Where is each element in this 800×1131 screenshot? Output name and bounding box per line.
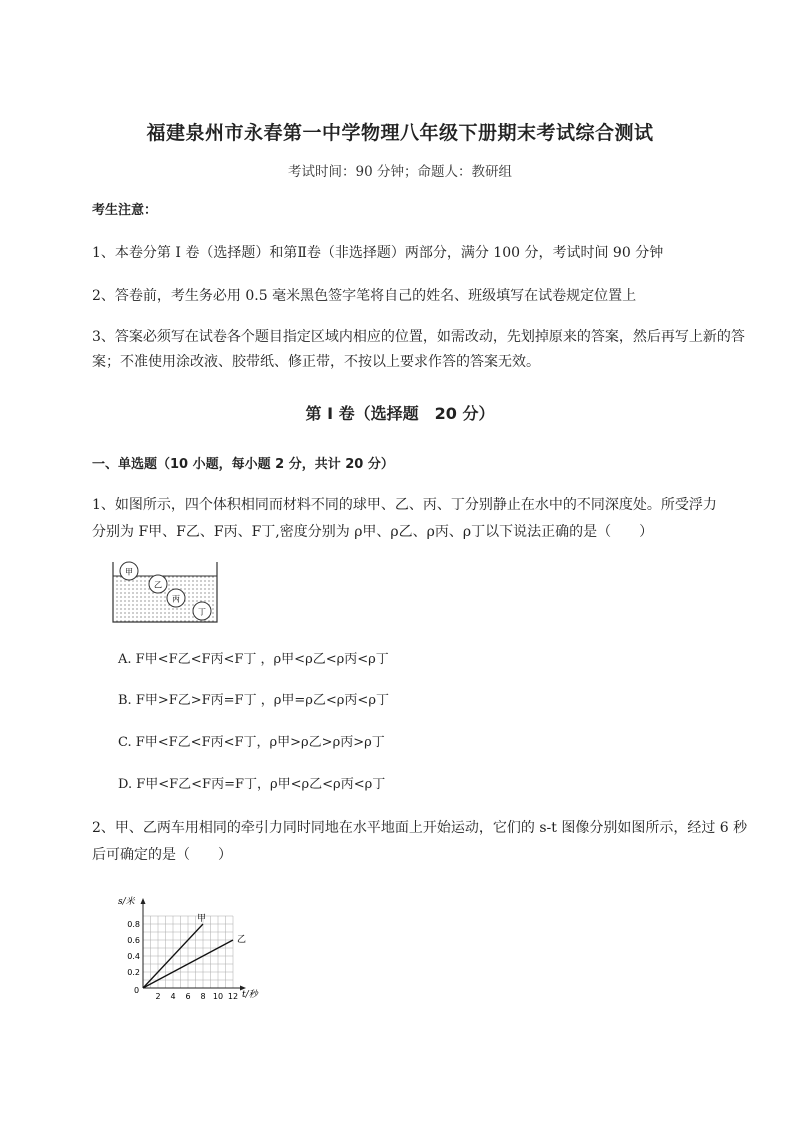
question-2-text: 2、甲、乙两车用相同的牵引力同时同地在水平地面上开始运动，它们的 s-t 图像分别如图所示，经过 6 秒后可确定的是（ ） bbox=[92, 820, 748, 863]
x-tick-label: 2 bbox=[155, 992, 161, 1001]
x-tick-label: 12 bbox=[227, 992, 239, 1001]
page-title: 福建泉州市永春第一中学物理八年级下册期末考试综合测试 bbox=[146, 122, 654, 144]
part-title: 一、单选题（10 小题，每小题 2 分，共计 20 分） bbox=[92, 457, 394, 472]
exam-info: 考试时间：90 分钟；命题人：教研组 bbox=[288, 164, 512, 180]
question-1-line-2: 分别为 F甲、F乙、F丙、F丁,密度分别为 ρ甲、ρ乙、ρ丙、ρ丁以下说法正确的是（ ） bbox=[92, 524, 654, 540]
question-1-line-1: 1、如图所示，四个体积相同而材料不同的球甲、乙、丙、丁分别静止在水中的不同深度处。所受浮力 bbox=[92, 497, 717, 513]
graph-xlabel: t/秒 bbox=[242, 990, 258, 1000]
ball-yi bbox=[149, 575, 167, 593]
ball-label-ding: 丁 bbox=[198, 607, 206, 617]
q1-option-a[interactable]: A. F甲<F乙<F丙<F丁 ，ρ甲<ρ乙<ρ丙<ρ丁 bbox=[118, 652, 389, 667]
x-tick-label: 6 bbox=[185, 992, 191, 1001]
ball-label-yi: 乙 bbox=[154, 580, 162, 590]
balls-in-water-figure bbox=[112, 560, 220, 624]
x-tick-label: 10 bbox=[212, 992, 224, 1001]
series-label-yi: 乙 bbox=[237, 935, 247, 945]
notice-item-2: 2、答卷前，考生务必用 0.5 毫米黑色签字笔将自己的姓名、班级填写在试卷规定位置上 bbox=[92, 288, 637, 304]
graph-origin: 0 bbox=[134, 986, 140, 995]
notice-heading: 考生注意： bbox=[92, 203, 158, 218]
q1-option-d[interactable]: D. F甲<F乙<F丙=F丁，ρ甲<ρ乙<ρ丙<ρ丁 bbox=[118, 777, 386, 792]
y-tick-label: 0.4 bbox=[127, 952, 140, 961]
ball-label-jia: 甲 bbox=[125, 567, 133, 577]
y-tick-label: 0.2 bbox=[127, 968, 140, 977]
s-t-graph bbox=[110, 892, 270, 1004]
series-label-jia: 甲 bbox=[197, 914, 207, 924]
q1-option-c[interactable]: C. F甲<F乙<F丙<F丁，ρ甲>ρ乙>ρ丙>ρ丁 bbox=[118, 735, 385, 750]
y-tick-label: 0.8 bbox=[127, 920, 140, 929]
graph-ylabel: s/米 bbox=[118, 897, 135, 907]
section-title: 第 I 卷（选择题 20 分） bbox=[305, 404, 495, 423]
ball-jia bbox=[120, 562, 138, 580]
x-tick-label: 4 bbox=[170, 992, 176, 1001]
ball-ding bbox=[193, 602, 211, 620]
ball-label-bing: 丙 bbox=[172, 594, 180, 604]
x-tick-label: 8 bbox=[200, 992, 206, 1001]
q1-option-b[interactable]: B. F甲>F乙>F丙=F丁 ，ρ甲=ρ乙<ρ丙<ρ丁 bbox=[118, 693, 389, 708]
notice-item-3: 3、答案必须写在试卷各个题目指定区域内相应的位置，如需改动，先划掉原来的答案，然后再写上新的答案；不准使用涂改液、胶带纸、修正带，不按以上要求作答的答案无效。 bbox=[92, 329, 745, 370]
y-tick-label: 0.6 bbox=[127, 936, 140, 945]
ball-bing bbox=[167, 589, 185, 607]
y-axis-arrow bbox=[141, 898, 146, 904]
notice-item-1: 1、本卷分第 I 卷（选择题）和第Ⅱ卷（非选择题）两部分，满分 100 分，考试时间 90 分钟 bbox=[92, 245, 664, 261]
graph-grid bbox=[143, 916, 233, 988]
